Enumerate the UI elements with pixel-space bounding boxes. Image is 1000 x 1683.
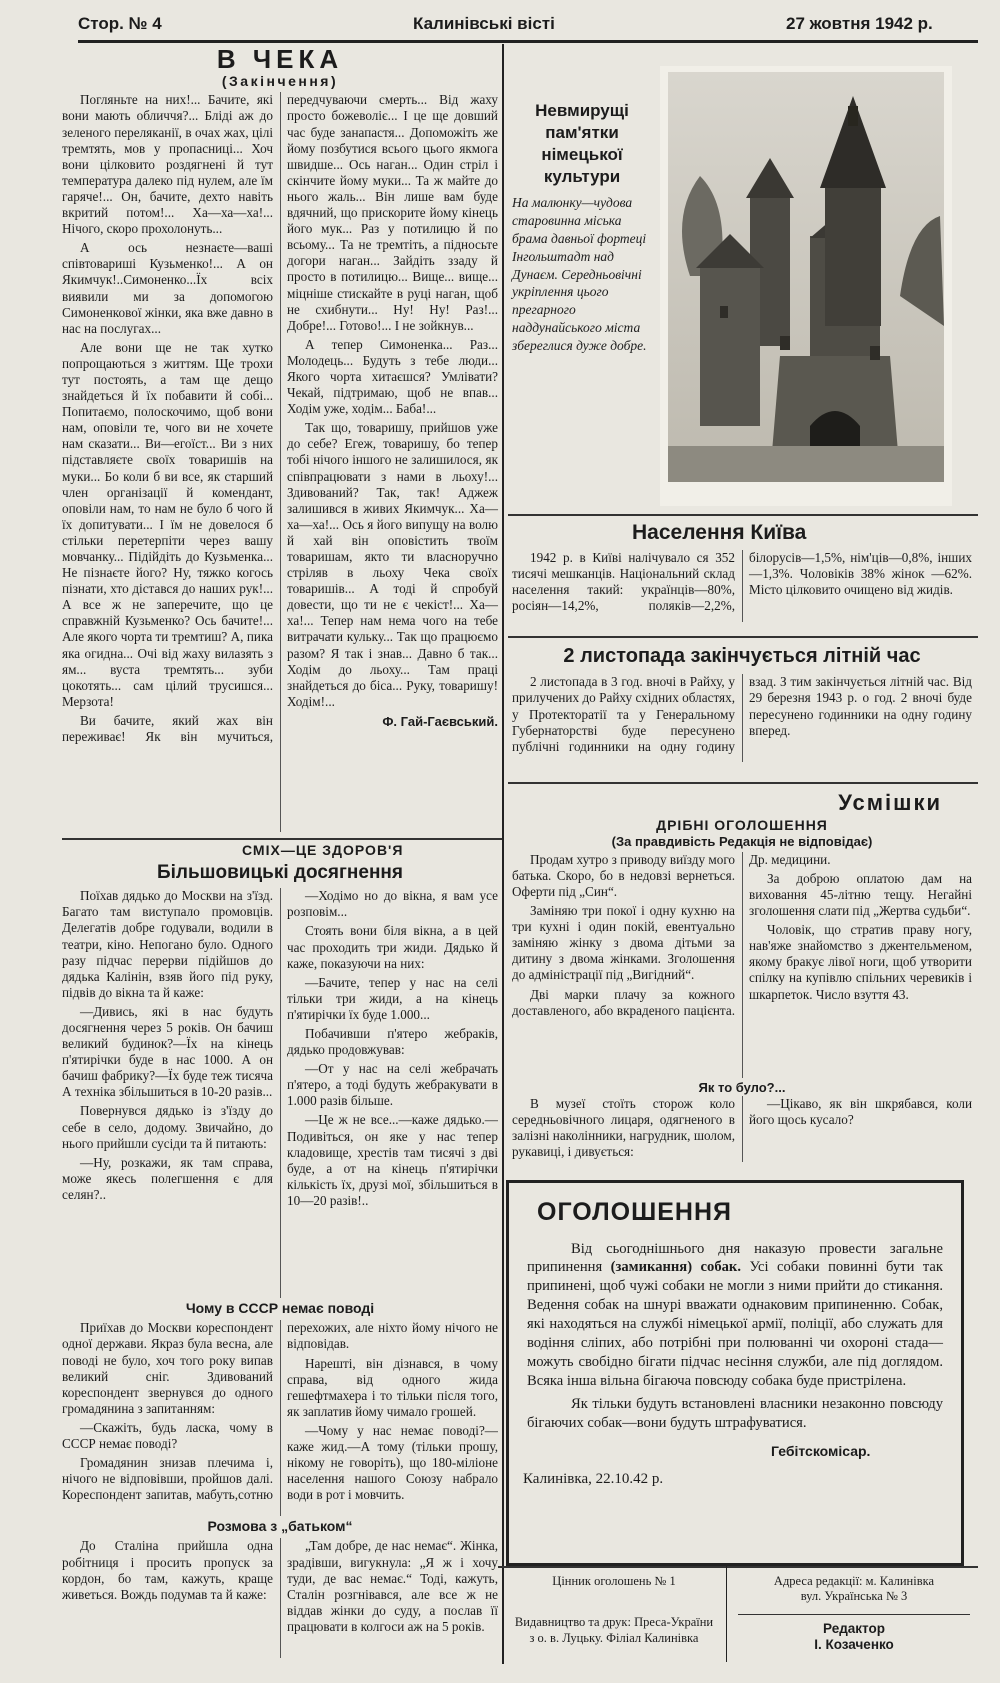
kyiv-text: 1942 р. в Київі налічувало ся 352 тисячі мешканців. Національний склад населення такий: українців—80%, росіян—14,2%, поляків—2,2%, білорусів—1,5%, нім'ців—0,8%, інших —1,3%. Чоловіків 38% жінок —62%. Місто цілковито очищено від жидів. [512,549,972,613]
story2-paragraph: Нарешті, він дізнався, в чому справа, від одного жида гешефтмахера і то тільки після того, як заплатив йому чимало грошей. [287,1355,498,1419]
footer-left [506,1574,722,1646]
cheka-paragraph: Ви бачите, який жах він переживає! Як він мучиться, передчуваючи смерть... Від жаху просто божеволіє... І це ще довший час буде занапастя... Допоможіть же йому позбутися всього цього якмога швидше... Ось наган... Один стріл і скінчите йому муки... Та ж майте до нього жаль... Він лише вам буде вдячний, що прискорите йому кінець його мук... Раз у потилицю й по всьому... Та не тремтіть, а підносьте догори наган... Зайдіть ззаду й просто в потилицю... Вище... вище... міцніше стискайте в руці наган, щоб не схибнути... Ну! Ну! Раз!... Добре!... Готово!... І не зойкнув... [62,92,498,745]
kyiv-title: Населення Київа [632,521,807,544]
story3-body [62,1538,498,1658]
address-line2: вул. Українська № 3 [800,1589,908,1604]
publisher-line1: Видавництво та друк: Преса-України [514,1615,714,1630]
cheka-paragraph: Так що, товаришу, прийшов уже до себе? Егеж, товаришу, бо тепер тобі нічого іншого не залишилося, як співпрацювати з нами в льоху!... Здивований? Так, так! Аджеж залишився в живих Якимчук... Ха—ха—ха!... Ось я його випущу на волю й хай він оповістить твоїм товаришам, якто ти власноручно стріляв в льоху Чека своїх товаришів... А тоді й спробуй довести, що ти не є чекіст!... Ха—ха!... Тепер нам нема чого на тебе витрачати кульку... Так що працюємо разом? Я так і знав... Давно б так... Ходім до льоху... Там праці знайдеться до біса... Руку, товаришу! Ходім!... [287,420,498,709]
footer-divider [726,1566,727,1662]
section-rule [508,514,978,516]
cheka-paragraph: Але вони ще не так хутко попрощаються з життям. Ще трохи тут постоять, а там ще дещо знайдеться й їх побавити й собі... Попитаємо, полоскочимо, щоб вони нам, оповіли те, чого ви не хочете нам сказати... Ви—егоїст... Ви з них підставляєте своїх товаришів на муки... Бо коли б ви все, як старший член організації й комендант, оповіли нам, то нам не було б чого й їх допитувати... І їм не довелося б стільки перетерпіти через вашу мовчанку... Підійдіть до Кузьменка... Не пізнаєте його? Ну, тяжко когось пізнати, хто дістався до наших рук!... А все ж не заперечите, що це справжній Кузьменко? Ось бачите!... Але якого чорта ти тремтиш? А, пика яка огидна... Очі від жаху вилазять з ям... вуста тремтять... зуби цокотять... сам цілий трусишся... Мерзота! [62,339,273,709]
notice-text: Усі собаки повинні бути так припинені, щоб чужі собаки не могли з ними прийти до стикання. Ведення собак на шнурі вважати однаковим припиненню. Собак, які находяться на службі німецької армії, поліції, або служать для водіння сліпих, або потрібні при полюванні чи охороні стада—можуть свобідно бігати підчас несіння служби, але під доглядом. Всяка інша вільна бігаюча повсюду собака буде пристрілена. [527,1259,943,1390]
address-line1: Адреса редакції: м. Калинівка [773,1574,935,1588]
editor-label: Редактор [823,1620,885,1636]
story1-paragraph: Повернувся дядько із з'їзду до себе в село, додому. Звичайно, до нього прийшли сусіди та й питають: [62,1103,273,1151]
story1-paragraph: —Бачите, тепер у нас на селі тільки три жиди, а на кінець п'ятирічки їх буде 1.000... [287,974,498,1022]
classified-ad: Продам хутро з приводу виїзду мого батька. Скоро, бо в недовзі вернеться. Оферти під „Син“. [512,851,735,899]
notice-signer: Гебітскомісар. [771,1443,871,1460]
notice-paragraph [527,1240,943,1392]
summer-body [512,674,972,762]
story2-paragraph: —Скажіть, будь ласка, чому в СССР немає поводі? [62,1419,273,1451]
story1-paragraph: —Ну, розкажи, як там справа, може якесь полегшення є для селян?.. [62,1154,273,1202]
notice-text: Від сьогоднішнього дня наказую провести загальне припинення [527,1240,943,1276]
story1-body [62,888,498,1298]
cheka-body [62,92,498,832]
story1-paragraph: —Ходімо но до вікна, я вам усе розповім... [287,888,498,920]
classifieds-note: (За правдивість Редакція не відповідає) [611,833,873,849]
official-notice [506,1180,964,1566]
classified-ad: Дві марки плачу за кожного доставленого, або вкраденого пацієнта. Др. медицини. [512,851,831,1018]
story2-title: Чому в СССР немає поводі [185,1300,375,1317]
how-text: В музеї стоїть сторож коло середньовічного лицаря, одягненого в залізні наколінники, нагрудник, шолом, рукавиці, і дивується: [512,1095,735,1159]
monument-photo [660,66,952,506]
story1-paragraph: —Дивись, які в нас будуть досягнення через 5 років. Он бачиш великий будинок?—Їх на кінець п'ятирічки буде в нас 1000. А он бачиш фабрику?—Їх буде теж тисяча А техніка збільшиться в 10-20 разів... [62,1003,273,1100]
how-body [512,1096,972,1162]
footer-right [732,1574,976,1653]
cheka-article [62,46,498,832]
cheka-title: В ЧЕКА [216,44,344,74]
notice-emphasis: (замикання) собак. [610,1259,741,1276]
kyiv-article [512,520,972,622]
section-rule [62,838,502,840]
notice-place-date: Калинівка, 22.10.42 р. [523,1471,664,1488]
kyiv-body [512,550,972,622]
story1-paragraph: Поїхав дядько до Москви на з'їзд. Багато там виступало промовців. Делегатів добре годували, водили в театри, кіно. Непогано було. Одного разу підчас перерви підійшов до дядька Калінін, взяв його під руку, підвів до вікна та й каже: [62,888,273,1000]
cheka-paragraph: А тепер Симоненка... Раз... Молодець... Будуть з тебе люди... Якого чорта хитаєшся? Умлівати? Чекай, підтримаю, щоб не впав... Ходім уже, ходім... Баба!... [287,336,498,417]
humor-section [62,842,498,1658]
story2-paragraph: —Чому у нас немає поводі?—каже жид.—А тому (тільки прошу, нікому не говоріть), що 180-міліоне населення нашого Союзу набрало води в рот і мовчить. [287,1422,498,1503]
page-number: Стор. № 4 [78,14,162,33]
smiles-section [512,790,972,1162]
ad-price-list: Цінник оголошень № 1 [552,1574,676,1588]
story2-paragraph: Приїхав до Москви кореспондент одної держави. Якраз була весна, але поводі не було, хоч того року випав великий сніг. Здивований кореспондент звернувся до одного громадянина з запитанням: [62,1320,273,1416]
monument-title: Невмирущі пам'ятки німецької культури [535,101,629,187]
story2-body [62,1320,498,1516]
newspaper-title: Калинівські вісті [413,14,555,33]
section-rule [508,636,978,638]
cheka-paragraph: А ось незнаєте—ваші співтовариші Кузьменко!... А он Якимчук!..Симоненко...Їх всіх виявили ми за допомогою Симоненкової жінки, яка вже давно в нас на послугах... [62,240,273,336]
monument-article [512,100,652,355]
story1-paragraph: —Це ж не все...—каже дядько.—Подивіться, он яке у нас тепер кладовище, хрестів там тисячі з дві буде, а от на кінець п'ятирічки кількість їх, друзі мої, збільшиться в 10—20 разів!.. [287,1112,498,1208]
smiles-title: Усмішки [838,790,942,815]
story3-paragraph: До Сталіна прийшла одна робітниця і просить пропуск за кордон, бо там, кажуть, краще живеться. Вождь подумав та й каже: [62,1538,273,1602]
how-text: —Цікаво, як він шкрябався, коли його щось кусало? [749,1095,972,1127]
summer-time-article [512,644,972,762]
masthead [78,14,978,40]
story3-paragraph: „Там добре, де нас немає“. Жінка, зрадівши, вигукнула: „Я ж і хочу туди, де вас немає.“ Тоді, кажуть, Сталін розгнівався, але все ж не віддав жінки до суду, а послав її працювати в колгоси аж на 5 років. [287,1538,498,1634]
publisher-line2: з о. в. Луцьку. Філіал Калинівка [529,1630,699,1645]
story2-paragraph: Громадянин знизав плечима і, нічого не відповівши, пройшов далі. Кореспондент запитав, мабуть,сотню перехожих, але ніхто йому нічого не відповідав. [62,1320,498,1503]
footer-rule [498,1566,978,1568]
notice-paragraph: Як тільки будуть встановлені власники незаконно повсюду бігаючих собак—вони будуть штрафуватися. [527,1396,943,1432]
section-rule [508,782,978,784]
main-column-divider [502,44,504,1664]
classifieds-title: ДРІБНІ ОГОЛОШЕННЯ [656,816,828,833]
header-rule [78,40,978,43]
issue-date: 27 жовтня 1942 р. [786,14,933,33]
story1-paragraph: Стоять вони біля вікна, а в цей час проходить три жиди. Дядько й каже, показуючи на них: [287,923,498,971]
cheka-paragraph: Погляньте на них!... Бачите, які вони мають обличчя?... Бліді аж до зеленого переляканії, в очах жах, цілі тремтять, мов у пропасниці... Хоч вони цілковито роздягнені й тут температура далеко під нулем, але їм гаряче!... Он, бачите, дехто навіть вкритий потом!... Ха—ха—ха!... Нічого, скоро прохолонуть... [62,92,273,237]
summer-text: 2 листопада в 3 год. вночі в Райху, у прилучених до Райху східних областях, у Протекторатії та у Генеральному Губернаторстві буде пересунено публічні годинники на одну годину взад. З тим закінчується літній час. Від 29 березня 1943 р. о год. 2 вночі буде пересунено годинники на одну годину вперед. [512,674,972,754]
notice-title: ОГОЛОШЕННЯ [537,1198,732,1226]
cheka-signature: Ф. Гай-Гаєвський. [382,713,498,729]
monument-caption: На малюнку—чудова старовинна міська брама давньої фортеці Інгольштадт над Дунаєм. Середньовічні укріплення цього прегарного наддунайського міста збереглися дуже добре. [512,195,647,353]
classified-ad: За доброю оплатою дам на виховання 45-літню тещу. Негайні зголошення слати під „Жертва судьби“. [749,870,972,919]
classified-ad: Заміняю три покої і одну кухню на три кухні і один покій, евентуально заміняю жінку з двома дітьми за дитину з двома жінками. Зголошення до адміністрації під „Вигідний“. [512,903,735,983]
story1-title: Більшовицькі досягнення [157,862,403,884]
how-title: Як то було?... [698,1079,786,1095]
humor-kicker: СМІХ—ЦЕ ЗДОРОВ'Я [242,842,404,858]
footer-inner-rule [738,1614,970,1615]
summer-title: 2 листопада закінчується літній час [563,645,921,667]
story1-paragraph: Побачивши п'ятеро жебраків, дядько продовжував: [287,1026,498,1058]
classifieds-body [512,852,972,1078]
story1-paragraph: —От у нас на селі жебрачать п'ятеро, а тоді будуть жебракувати в 1.000 разів більше. [287,1061,498,1109]
classified-ad: Чоловік, що стратив праву ногу, нав'яже знайомство з джентельменом, якому бракує лівої ноги, щоб утворити спілку на купівлю спільних черевиків і шкарпеток. Число взуття 43. [749,922,972,1002]
castle-gate-picture [660,66,952,506]
editor-name: І. Козаченко [814,1636,894,1652]
cheka-subtitle: (Закінчення) [221,73,339,90]
story3-title: Розмова з „батьком“ [207,1518,353,1535]
